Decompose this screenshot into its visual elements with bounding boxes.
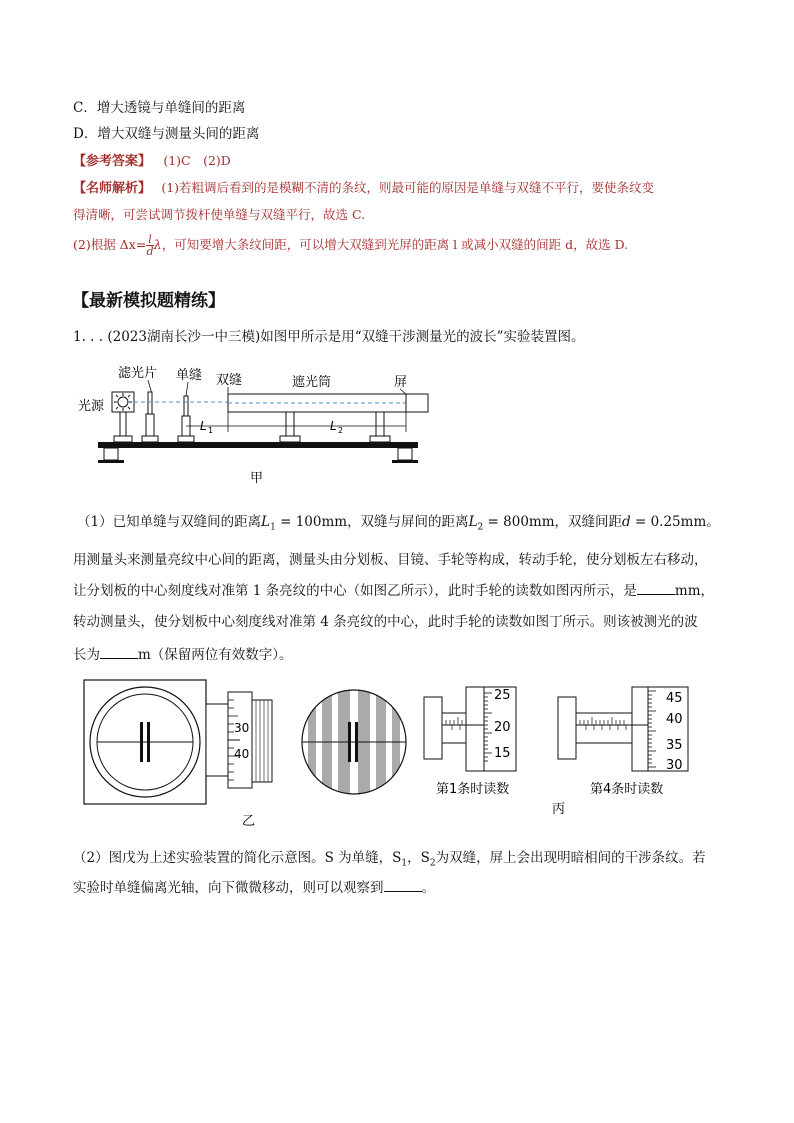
q2-line-2 <box>73 876 435 896</box>
q2-text-b: ，S <box>407 850 430 866</box>
sym-L1: L <box>261 514 271 530</box>
label-L1: L <box>200 419 207 433</box>
apparatus-figure <box>78 362 438 490</box>
analysis-formula-prefix: (2)根据 Δx= <box>73 237 147 252</box>
q1-text-a: （1）已知单缝与双缝间的距离 <box>77 514 262 530</box>
caption-bing: 丙 <box>552 802 566 817</box>
fraction-denominator: d <box>146 245 154 258</box>
answer-blank-1[interactable] <box>637 582 675 595</box>
analysis-text-3 <box>73 234 628 257</box>
q2-text-c: 为双缝，屏上会出现明暗相间的干涉条纹。若 <box>435 850 706 866</box>
r4-caption: 第4条时读数 <box>590 782 664 797</box>
analysis-line-1 <box>73 177 654 196</box>
label-L1-sub: 1 <box>208 426 214 435</box>
label-screen: 屏 <box>394 375 408 390</box>
q1-text-d: 。 <box>706 514 720 530</box>
lamp-icon <box>112 392 134 442</box>
q1-text-5b: m（保留两位有效数字）。 <box>138 647 293 663</box>
yi-tick-30: 30 <box>234 721 250 735</box>
val-L1: = 100mm <box>275 514 348 530</box>
q1-text-3a: 让分划板的中心刻度线对准第 1 条亮纹的中心（如图乙所示），此时手轮的读数如图丙所示，是 <box>73 583 637 599</box>
r1-caption: 第1条时读数 <box>436 782 510 797</box>
formula-lambda: λ <box>153 237 162 252</box>
q1-line-3 <box>73 579 714 599</box>
caption-jia: 甲 <box>250 471 264 486</box>
option-d: D．增大双缝与测量头间的距离 <box>73 126 260 142</box>
figure-bing <box>422 683 692 818</box>
q1-line-1 <box>77 510 720 533</box>
question-intro: 1. . . (2023湖南长沙一中三模)如图甲所示是用“双缝干涉测量光的波长”实验装置图。 <box>73 329 585 345</box>
analysis-text-1: (1)若粗调后看到的是模糊不清的条纹，则最可能的原因是单缝与双缝不平行，要使条纹变 <box>161 180 655 195</box>
label-double-slit: 双缝 <box>216 373 243 388</box>
q1-line-2: 用测量头来测量亮纹中心间的距离，测量头由分划板、目镜、手轮等构成，转动手轮，使分划板左右移动， <box>73 552 708 568</box>
answer-blank-2[interactable] <box>100 646 138 659</box>
r4-tick-35: 35 <box>666 738 683 753</box>
analysis-label: 【名师解析】 <box>73 181 152 196</box>
caption-yi: 乙 <box>242 814 256 828</box>
answer-blank-3[interactable] <box>384 879 422 892</box>
q2-text-3b: 。 <box>421 880 435 896</box>
answer-row <box>73 150 231 169</box>
label-source: 光源 <box>78 399 105 414</box>
r1-tick-20: 20 <box>494 720 511 735</box>
q1-text-5a: 长为 <box>73 647 100 663</box>
answer-text: (1)C (2)D <box>163 153 231 168</box>
yi-tick-40: 40 <box>234 747 250 761</box>
q1-text-c: ，双缝间距 <box>554 514 623 530</box>
label-filter: 滤光片 <box>118 366 158 381</box>
sym-L2-sub: 2 <box>477 522 484 533</box>
label-single-slit: 单缝 <box>176 368 203 383</box>
fraction-numerator: l <box>148 233 152 246</box>
label-L2-sub: 2 <box>338 426 344 435</box>
q2-sub-s2: 2 <box>429 858 436 869</box>
q1-text-b: ，双缝与屏间的距离 <box>347 514 469 530</box>
section-title: 【最新模拟题精练】 <box>72 291 225 311</box>
q2-sub-s1: 1 <box>401 858 408 869</box>
q2-text-a: （2）图戊为上述实验装置的简化示意图。S 为单缝，S <box>73 850 402 866</box>
val-d: = 0.25mm <box>630 514 707 530</box>
option-c: C．增大透镜与单缝间的距离 <box>73 100 246 116</box>
q2-text-3a: 实验时单缝偏离光轴，向下微微移动，则可以观察到 <box>73 880 384 896</box>
q1-text-3b: mm， <box>674 583 715 599</box>
r4-tick-45: 45 <box>666 691 683 706</box>
figure-yi <box>82 678 412 828</box>
sym-L1-sub: 1 <box>270 522 276 533</box>
answer-label: 【参考答案】 <box>73 154 152 169</box>
label-L2: L <box>330 419 337 433</box>
q1-line-5 <box>73 643 293 663</box>
val-L2: = 800mm <box>483 514 555 530</box>
sym-L2: L <box>468 514 478 530</box>
q2-line-1 <box>73 846 706 869</box>
r4-tick-30: 30 <box>666 758 683 773</box>
formula-fraction <box>146 234 154 257</box>
r1-tick-25: 25 <box>494 688 511 703</box>
q1-line-4: 转动测量头，使分划板中心刻度线对准第 4 条亮纹的中心，此时手轮的读数如图丁所示。则该被测光的波 <box>73 614 698 630</box>
sym-d: d <box>622 514 631 530</box>
label-tube: 遮光筒 <box>292 375 332 390</box>
r4-tick-40: 40 <box>666 712 683 727</box>
analysis-text-2: 得清晰，可尝试调节拨杆使单缝与双缝平行，故选 C. <box>73 207 366 222</box>
analysis-formula-suffix: ，可知要增大条纹间距，可以增大双缝到光屏的距离 l 或减小双缝的间距 d，故选 D. <box>161 237 629 252</box>
r1-tick-15: 15 <box>494 746 511 761</box>
